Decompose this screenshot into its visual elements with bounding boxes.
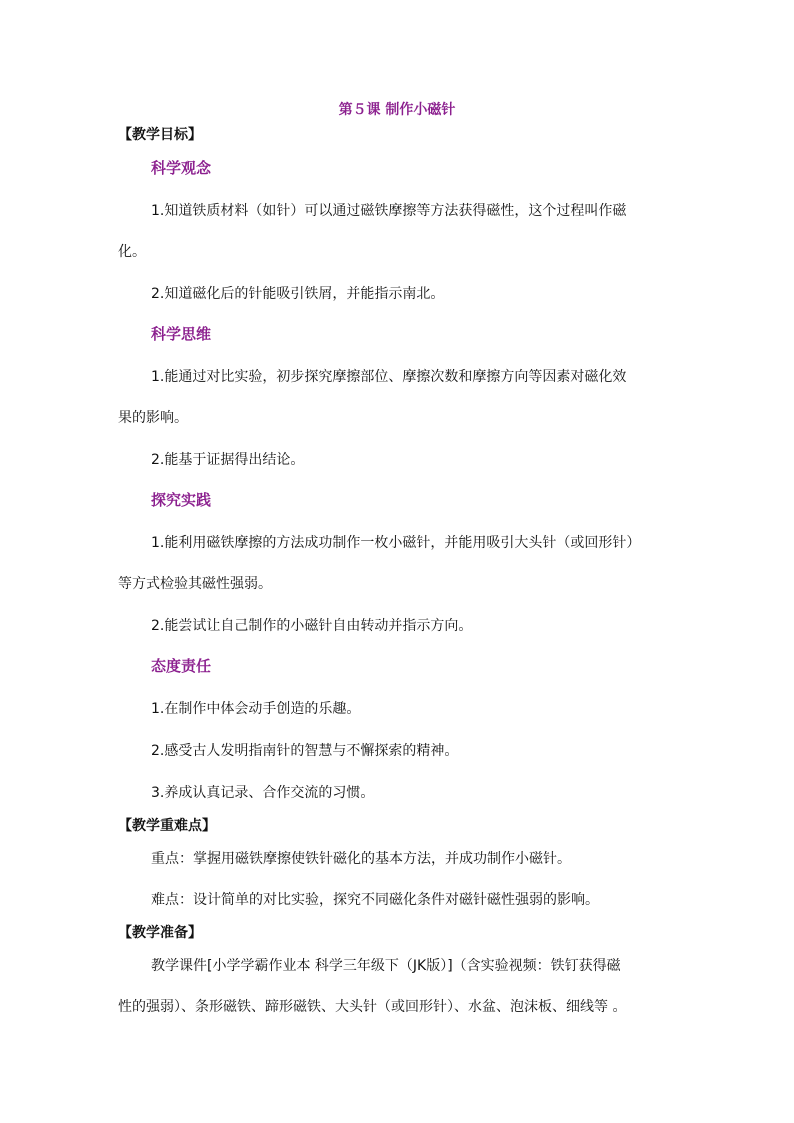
paragraph-line: 2.能基于证据得出结论。	[151, 452, 305, 468]
paragraph-line: 1.知道铁质材料（如针）可以通过磁铁摩擦等方法获得磁性，这个过程叫作磁	[151, 203, 627, 219]
paragraph-line: 1.能通过对比实验，初步探究摩擦部位、摩擦次数和摩擦方向等因素对磁化效	[151, 369, 627, 385]
paragraph-line: 1.能利用磁铁摩擦的方法成功制作一枚小磁针，并能用吸引大头针（或回形针）	[151, 535, 641, 551]
paragraph-line: 2.感受古人发明指南针的智慧与不懈探索的精神。	[151, 743, 459, 759]
paragraph-line: 2.知道磁化后的针能吸引铁屑，并能指示南北。	[151, 286, 445, 302]
paragraph-line: 性的强弱）、条形磁铁、蹄形磁铁、大头针（或回形针）、水盆、泡沫板、细线等 。	[118, 999, 627, 1015]
subheading-concept: 科学观念	[151, 159, 212, 177]
key-point-important: 重点：掌握用磁铁摩擦使铁针磁化的基本方法，并成功制作小磁针。	[151, 851, 571, 867]
paragraph-line: 等方式检验其磁性强弱。	[118, 576, 272, 592]
section-heading-key-points: 【教学重难点】	[118, 818, 216, 834]
paragraph-line: 教学课件[小学学霸作业本 科学三年级下（JK版）]（含实验视频：铁钉获得磁	[151, 958, 621, 974]
paragraph-line: 3.养成认真记录、合作交流的习惯。	[151, 785, 375, 801]
subheading-attitude: 态度责任	[151, 657, 212, 675]
paragraph-line: 2.能尝试让自己制作的小磁针自由转动并指示方向。	[151, 618, 473, 634]
paragraph-line: 1.在制作中体会动手创造的乐趣。	[151, 701, 361, 717]
paragraph-line: 化。	[118, 244, 146, 260]
subheading-practice: 探究实践	[151, 491, 212, 509]
key-point-difficult: 难点：设计简单的对比实验，探究不同磁化条件对磁针磁性强弱的影响。	[151, 892, 599, 908]
section-heading-preparation: 【教学准备】	[118, 925, 202, 941]
subheading-thinking: 科学思维	[151, 325, 212, 343]
paragraph-line: 果的影响。	[118, 410, 188, 426]
document-title: 第５课 制作小磁针	[338, 102, 456, 118]
section-heading-objectives: 【教学目标】	[118, 127, 202, 143]
